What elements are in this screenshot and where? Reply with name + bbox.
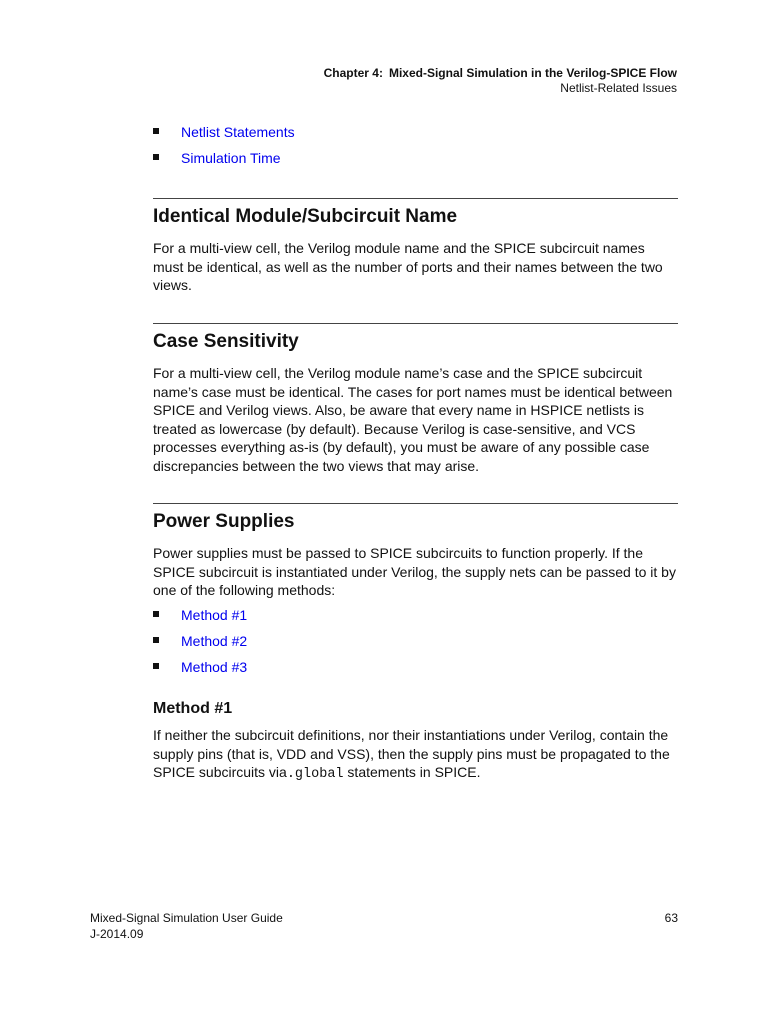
- page-footer: [90, 910, 678, 942]
- guide-title: Mixed-Signal Simulation User Guide: [90, 911, 283, 925]
- section-divider: [153, 323, 678, 324]
- identical-name-paragraph: For a multi-view cell, the Verilog module name and the SPICE subcircuit names must be identical, as well as the number of ports and their names between the two views.: [153, 240, 663, 293]
- section-heading: Netlist-Related Issues: [560, 81, 677, 95]
- simulation-time-link[interactable]: Simulation Time: [181, 150, 281, 166]
- chapter-heading: [324, 66, 677, 81]
- method-1-text-after: statements in SPICE.: [343, 764, 481, 780]
- global-code: .global: [286, 767, 344, 782]
- power-supplies-heading: Power Supplies: [153, 511, 295, 532]
- list-item: [153, 606, 247, 632]
- section-divider: [153, 503, 678, 504]
- netlist-statements-link[interactable]: Netlist Statements: [181, 124, 295, 140]
- chapter-label: Chapter 4:: [323, 66, 383, 80]
- identical-name-heading: Identical Module/Subcircuit Name: [153, 206, 458, 227]
- running-header: [324, 66, 677, 96]
- case-sensitivity-paragraph: For a multi-view cell, the Verilog module name’s case and the SPICE subcircuit name’s case must be identical. The cases for port names must be identical between SPICE and Verilog views. Also, be aware that every name in HSPICE netlists is treated as lowercase (by default). Because Verilog is case-sensitive, and VCS processes everything as-is (by default), you must be aware of any possible case discrepancies between the two views that may arise.: [153, 365, 673, 474]
- bullet-icon: [153, 128, 159, 134]
- guide-version: J-2014.09: [90, 927, 144, 941]
- list-item: [153, 149, 295, 175]
- related-topics-list: [153, 123, 295, 175]
- method-1-link[interactable]: Method #1: [181, 607, 248, 623]
- method-3-link[interactable]: Method #3: [181, 659, 248, 675]
- chapter-title: Mixed-Signal Simulation in the Verilog-SPICE Flow: [388, 66, 677, 80]
- bullet-icon: [153, 154, 159, 160]
- bullet-icon: [153, 637, 159, 643]
- section-divider: [153, 198, 678, 199]
- power-supplies-paragraph: Power supplies must be passed to SPICE subcircuits to function properly. If the SPICE subcircuit is instantiated under Verilog, the supply nets can be passed to it by one of the following methods:: [153, 545, 676, 598]
- method-1-heading: Method #1: [153, 700, 233, 717]
- method-2-link[interactable]: Method #2: [181, 633, 248, 649]
- bullet-icon: [153, 663, 159, 669]
- page-number: 63: [664, 911, 678, 925]
- list-item: [153, 632, 247, 658]
- list-item: [153, 123, 295, 149]
- bullet-icon: [153, 611, 159, 617]
- methods-list: [153, 606, 247, 684]
- method-1-text-before: If neither the subcircuit definitions, nor their instantiations under Verilog, contain the supply pins (that is, VDD and VSS), then the supply pins must be propagated to the SPICE subcircuits via: [153, 727, 670, 780]
- method-1-paragraph: [153, 726, 678, 785]
- case-sensitivity-heading: Case Sensitivity: [153, 331, 299, 352]
- list-item: [153, 658, 247, 684]
